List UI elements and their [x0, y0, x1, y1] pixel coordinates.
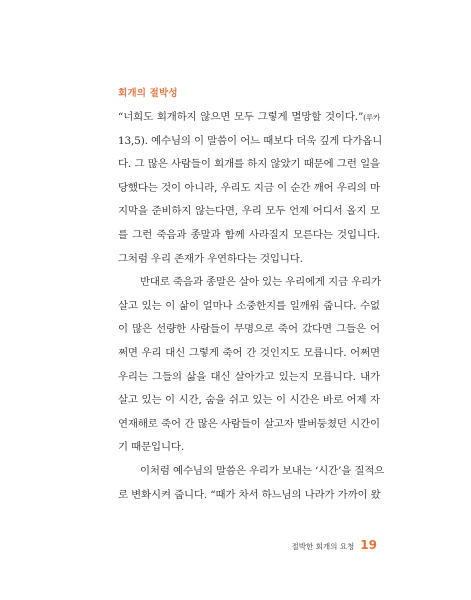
text-line-8: 반대로 죽음과 종말은 살아 있는 우리에게 지금 우리가	[140, 276, 382, 289]
text-line-9: 살고 있는 이 삶이 얼마나 소중한지를 일깨워 줍니다. 수없	[118, 299, 380, 312]
running-title: 절박한 회개의 요청	[291, 542, 355, 551]
section-heading: 회개의 절박성	[118, 88, 178, 99]
text-line-1	[118, 106, 380, 130]
scripture-reference: (루카	[363, 113, 380, 122]
text-line-16: 이처럼 예수님의 말씀은 우리가 보내는 ‘시간’을 질적으	[140, 464, 385, 477]
body-text	[118, 106, 385, 507]
text-line-10: 이 많은 선량한 사람들이 무명으로 죽어 갔다면 그들은 어	[118, 323, 380, 336]
text-line-12: 우리는 그들의 삶을 대신 살아가고 있는지 모릅니다. 내가	[118, 370, 380, 383]
text-line-5: 지막을 준비하지 않는다면, 우리 모두 언제 어디서 올지 모	[118, 205, 380, 218]
text-line-14: 연재해로 죽어 간 많은 사람들이 살고자 발버둥쳤던 시간이	[118, 417, 380, 430]
text-line-17: 로 변화시켜 줍니다. “때가 차서 하느님의 나라가 가까이 왔	[118, 488, 381, 501]
text-line-6: 를 그런 죽음과 종말과 함께 사라질지 모른다는 것입니다.	[118, 228, 380, 241]
text-line-4: 당했다는 것이 아니라, 우리도 지금 이 순간 깨어 우리의 마	[118, 181, 380, 194]
text-line-15: 기 때문입니다.	[118, 441, 185, 454]
text-line-2: 13,5). 예수님의 이 말씀이 어느 때보다 더욱 깊게 다가옵니	[118, 134, 383, 147]
page-footer	[292, 538, 377, 552]
text-line-3: 다. 그 많은 사람들이 회개를 하지 않았기 때문에 그런 일을	[118, 158, 380, 171]
text-line-11: 쩌면 우리 대신 그렇게 죽어 간 것인지도 모릅니다. 어쩌면	[118, 346, 380, 359]
page-number: 19	[360, 538, 377, 552]
text-line-13: 살고 있는 이 시간, 숨을 쉬고 있는 이 시간은 바로 어제 자	[118, 394, 380, 407]
text-line-1-main: “너희도 회개하지 않으면 모두 그렇게 멸망할 것이다.”	[118, 111, 364, 123]
text-line-7: 그처럼 우리 존재가 우연하다는 것입니다.	[118, 252, 303, 265]
